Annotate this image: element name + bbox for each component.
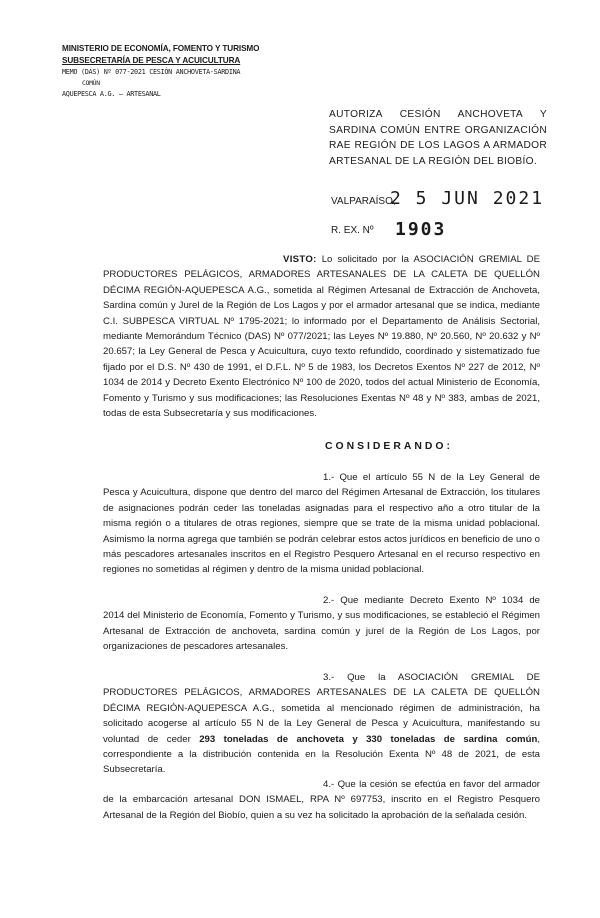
place-label: VALPARAÍSO, (331, 196, 396, 207)
resolution-subject: AUTORIZA CESIÓN ANCHOVETA Y SARDINA COMÚN ENTRE ORGANIZACIÓN RAE REGIÓN DE LOS LAGOS A ARMADOR ARTESANAL DE LA REGIÓN DEL BIOBÍO. (329, 109, 547, 167)
considerando-3-text-a: 3.- Que la ASOCIACIÓN GREMIAL DE PRODUCTORES PELÁGICOS, ARMADORES ARTESANALES DE LA CALETA DE QUELLÓN DÉCIMA REGIÓN-AQUEPESCA A.G., sometida al mencionado régimen de administración, ha solicitado acogerse al artículo 55 N de la Ley General de Pesca y Acuicultura, manifestando su voluntad de ceder (103, 672, 540, 745)
considerando-1-text: 1.- Que el artículo 55 N de la Ley General de Pesca y Acuicultura, dispone que dentro del marco del Régimen Artesanal de Extracción, los titulares de asignaciones podrán ceder las toneladas asignadas para el respectivo año a otro titular de la misma región o a titulares de otras regiones, siempre que se trate de la misma unidad poblacional. Asimismo la norma agrega que también se podrán celebrar estos actos jurídicos en beneficio de uno o más pescadores artesanales inscritos en el Registro Pesquero Artesanal en el recurso respectivo en regiones no sometidas al régimen y dentro de la misma unidad poblacional. (103, 472, 540, 576)
rex-label: R. EX. Nº (331, 225, 374, 236)
considerando-3-text-b: , correspondiente a la distribución contenida en la Resolución Exenta Nº 48 de 2021, de esta Subsecretaría. (103, 733, 540, 776)
rex-number: 1903 (395, 219, 447, 240)
considerando-4-text: 4.- Que la cesión se efectúa en favor del armador de la embarcación artesanal DON ISMAEL, RPA Nº 697753, inscrito en el Registro Pesquero Artesanal de la Región del Biobío, quien a su vez ha solicitado la aprobación de la señalada cesión. (103, 779, 540, 821)
visto-paragraph (103, 252, 540, 421)
considerando-2 (103, 593, 540, 655)
organization-reference: AQUEPESCA A.G. – ARTESANAL (62, 90, 161, 98)
memo-reference-cont: COMÚN (82, 79, 100, 87)
considerando-3-tonnage: 293 toneladas de anchoveta y 330 toneladas de sardina común (199, 733, 538, 745)
considerando-4 (103, 777, 540, 823)
memo-reference: MEMO (DAS) Nº 077-2021 CESIÓN ANCHOVETA-SARDINA (62, 68, 241, 76)
considerando-3 (103, 670, 540, 778)
undersecretariat-name: SUBSECRETARÍA DE PESCA Y ACUICULTURA (62, 56, 241, 65)
considerando-1 (103, 470, 540, 578)
visto-text: Lo solicitado por la ASOCIACIÓN GREMIAL DE PRODUCTORES PELÁGICOS, ARMADORES ARTESANALES DE LA CALETA DE QUELLÓN DÉCIMA REGIÓN-AQUEPESCA A.G., sometida al Régimen Artesanal de Extracción de Anchoveta, Sardina común y Jurel de la Región de Los Lagos y por el armador artesanal que se indica, mediante C.I. SUBPESCA VIRTUAL Nº 1795-2021; lo informado por el Departamento de Análisis Sectorial, mediante Memorándum Técnico (DAS) Nº 077/2021; las Leyes Nº 19.880, Nº 20.560, Nº 20.632 y Nº 20.657; la Ley General de Pesca y Acuicultura, cuyo texto refundido, coordinado y sistematizado fue fijado por el D.S. Nº 430 de 1991, el D.F.L. Nº 5 de 1983, los Decretos Exentos Nº 227 de 2012, Nº 1034 de 2014 y Decreto Exento Electrónico Nº 100 de 2020, todos del actual Ministerio de Economía, Fomento y Turismo y sus modificaciones; las Resoluciones Exentas Nº 48 y Nº 383, ambas de 2021, todas de esta Subsecretaría y sus modificaciones. (103, 254, 540, 420)
letterhead (62, 43, 302, 100)
considerando-heading: CONSIDERANDO: (325, 441, 453, 452)
visto-label: VISTO: (283, 254, 317, 265)
ministry-name: MINISTERIO DE ECONOMÍA, FOMENTO Y TURISMO (62, 44, 260, 53)
resolution-date: 2 5 JUN 2021 (390, 188, 545, 209)
considerando-2-text: 2.- Que mediante Decreto Exento Nº 1034 de 2014 del Ministerio de Economía, Fomento y Turismo, y sus modificaciones, se estableció el Régimen Artesanal de Extracción de anchoveta, sardina común y jurel de la Región de Los Lagos, por organizaciones de pescadores artesanales. (103, 595, 540, 653)
